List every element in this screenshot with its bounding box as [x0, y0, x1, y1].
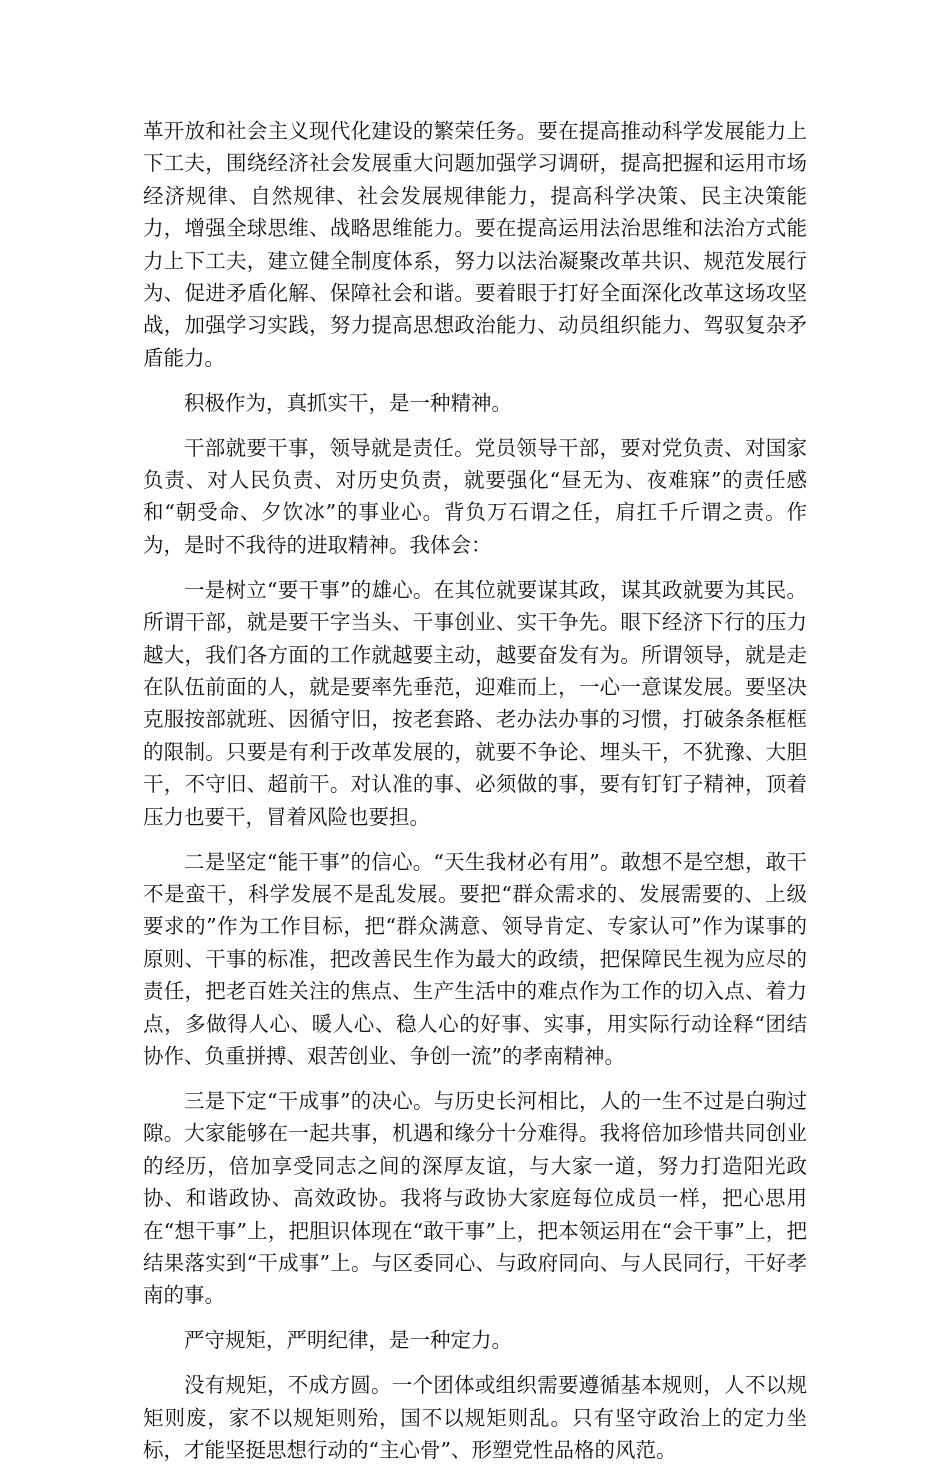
paragraph-rules: 没有规矩，不成方圆。一个团体或组织需要遵循基本规则，人不以规矩则废，家不以规矩则殆，国不以规矩则乱。只有坚守政治上的定力坐标，才能坚挺思想行动的“主心骨”、形塑党性品格的风范。: [143, 1373, 807, 1462]
paragraph-confidence: 二是坚定“能干事”的信心。“天生我材必有用”。敢想不是空想，敢干不是蛮干，科学发展不是乱发展。要把“群众需求的、发展需要的、上级要求的”作为工作目标，把“群众满意、领导肯定、专家认可”作为谋事的原则、干事的标准，把改善民生作为最大的政绩，把保障民生视为应尽的责任，把老百姓关注的焦点、生产生活中的难点作为工作的切入点、着力点，多做得人心、暖人心、稳人心的好事、实事，用实际行动诠释“团结协作、负重拼搏、艰苦创业、争创一流”的孝南精神。: [143, 849, 807, 1068]
paragraph-cadre-responsibility: 干部就要干事，领导就是责任。党员领导干部，要对党负责、对国家负责、对人民负责、对历史负责，就要强化“昼无为、夜难寐”的责任感和“朝受命、夕饮冰”的事业心。背负万石谓之任，肩扛千斤谓之责。作为，是时不我待的进取精神。我体会：: [143, 435, 807, 557]
document-body: [143, 115, 807, 1479]
paragraph-reform-capability: 革开放和社会主义现代化建设的繁荣任务。要在提高推动科学发展能力上下工夫，围绕经济社会发展重大问题加强学习调研，提高把握和运用市场经济规律、自然规律、社会发展规律能力，提高科学决策、民主决策能力，增强全球思维、战略思维能力。要在提高运用法治思维和法治方式能力上下工夫，建立健全制度体系，努力以法治凝聚改革共识、规范发展行为、促进矛盾化解、保障社会和谐。要着眼于打好全面深化改革这场攻坚战，加强学习实践，努力提高思想政治能力、动员组织能力、驾驭复杂矛盾能力。: [143, 119, 807, 370]
heading-discipline: 严守规矩，严明纪律，是一种定力。: [184, 1328, 512, 1353]
paragraph-ambition: 一是树立“要干事”的雄心。在其位就要谋其政，谋其政就要为其民。所谓干部，就是要干字当头、干事创业、实干争先。眼下经济下行的压力越大，我们各方面的工作就越要主动，越要奋发有为。所谓领导，就是走在队伍前面的人，就是要率先垂范，迎难而上，一心一意谋发展。要坚决克服按部就班、因循守旧，按老套路、老办法办事的习惯，打破条条框框的限制。只要是有利于改革发展的，就要不争论、埋头干，不犹豫、大胆干，不守旧、超前干。对认准的事、必须做的事，要有钉钉子精神，顶着压力也要干，冒着风险也要担。: [143, 577, 807, 829]
heading-spirit: 积极作为，真抓实干，是一种精神。: [184, 390, 512, 415]
paragraph-determination: 三是下定“干成事”的决心。与历史长河相比，人的一生不过是白驹过隙。大家能够在一起共事，机遇和缘分十分难得。我将倍加珍惜共同创业的经历，倍加享受同志之间的深厚友谊，与大家一道，努力打造阳光政协、和谐政协、高效政协。我将与政协大家庭每位成员一样，把心思用在“想干事”上，把胆识体现在“敢干事”上，把本领运用在“会干事”上，把结果落实到“干成事”上。与区委同心、与政府同向、与人民同行，干好孝南的事。: [143, 1088, 807, 1308]
